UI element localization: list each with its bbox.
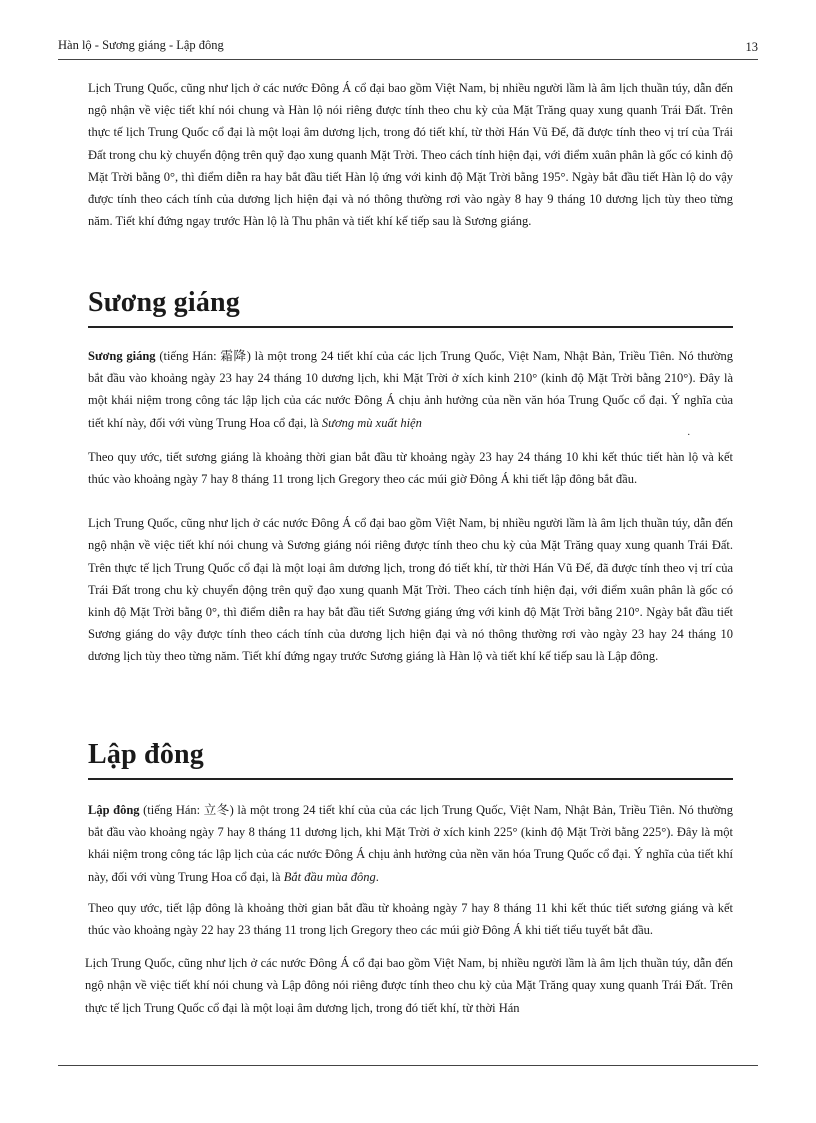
header-divider [58,59,758,60]
term-meaning: Sương mù xuất hiện [321,415,422,430]
page-number: 13 [745,40,758,54]
footer-divider [58,1065,758,1066]
stray-period: . [687,426,690,438]
suong-giang-convention: Theo quy ước, tiết sương giáng là khoảng thời gian bắt đầu từ khoảng ngày 23 hay 24 tháng 10 khi kết thúc tiết hàn lộ và kết thúc vào khoảng ngày 7 hay 8 tháng 11 trong lịch Gregory theo các múi giờ Đông Á khi tiết lập đông bắt đầu. [88,449,733,487]
term-bold: Lập đông [88,803,140,817]
page-header [58,36,758,56]
lap-dong-calendar-note: Lịch Trung Quốc, cũng như lịch ở các nước Đông Á cổ đại bao gồm Việt Nam, bị nhiều người lầm là âm lịch thuần túy, dẫn đến ngộ nhận về việc tiết khí nói chung và Lập đông nói riêng được tính theo chu kỳ của Mặt Trăng quay xung quanh Trái Đất. Trên thực tế lịch Trung Quốc cổ đại là một loại âm dương lịch, trong đó tiết khí, từ thời Hán [85,956,733,1015]
han-characters: 立冬 [203,803,230,817]
term-meaning: Bắt đầu mùa đông [283,869,376,884]
suong-giang-heading-block [88,283,733,328]
section-heading-suong-giang: Sương giáng [88,287,241,318]
intro-section [88,77,733,232]
intro-paragraph: Lịch Trung Quốc, cũng như lịch ở các nước Đông Á cổ đại bao gồm Việt Nam, bị nhiều người lầm là âm lịch thuần túy, dẫn đến ngộ nhận về việc tiết khí nói chung và Hàn lộ nói riêng được tính theo chu kỳ của Mặt Trăng quay xung quanh Trái Đất. Trên thực tế lịch Trung Quốc cổ đại là một loại âm dương lịch, trong đó tiết khí, từ thời Hán Vũ Đế, đã được tính theo vị trí của Trái Đất trong chu kỳ chuyển động trên quỹ đạo xung quanh Mặt Trời. Theo cách tính hiện đại, với điểm xuân phân là gốc có kinh độ Mặt Trời bằng 0°, thì điểm diễn ra hay bắt đầu tiết Hàn lộ ứng với kinh độ Mặt Trời bằng 195°. Ngày bắt đầu tiết Hàn lộ do vậy được tính theo cách tính của dương lịch hiện đại và nó thông thường rơi vào ngày 8 hay 9 tháng 10 dương lịch tùy theo từng năm. Tiết khí đứng ngay trước Hàn lộ là Thu phân và tiết khí kế tiếp sau là Sương giáng. [88,81,733,229]
suong-giang-section [88,345,733,668]
lap-dong-section [85,799,733,1019]
lap-dong-convention: Theo quy ước, tiết lập đông là khoảng thời gian bắt đầu từ khoảng ngày 7 hay 8 tháng 11 khi kết thúc tiết sương giáng và kết thúc vào khoảng ngày 22 hay 23 tháng 11 trong lịch Gregory theo các múi giờ Đông Á khi tiết tiểu tuyết bắt đầu. [88,900,733,938]
lap-dong-heading-block [88,735,733,780]
section-heading-lap-dong: Lập đông [88,739,204,770]
suong-giang-calendar-note: Lịch Trung Quốc, cũng như lịch ở các nước Đông Á cổ đại bao gồm Việt Nam, bị nhiều người lầm là âm lịch thuần túy, dẫn đến ngộ nhận về việc tiết khí nói chung và Sương giáng nói riêng được tính theo chu kỳ của Mặt Trăng quay xung quanh Trái Đất. Trên thực tế lịch Trung Quốc cổ đại là một loại âm dương lịch, trong đó tiết khí, từ thời Hán Vũ Đế, đã được tính theo vị trí của Trái Đất trong chu kỳ chuyển động trên quỹ đạo xung quanh Mặt Trời. Theo cách tính hiện đại, với điểm xuân phân là gốc có kinh độ Mặt Trời bằng 0°, thì điểm diễn ra hay bắt đầu tiết Sương giáng ứng với kinh độ Mặt Trời bằng 210°. Ngày bắt đầu tiết Sương giáng do vậy được tính theo cách tính của dương lịch hiện đại và nó thông thường rơi vào ngày 23 hay 24 tháng 10 dương lịch tùy theo từng năm. Tiết khí đứng ngay trước Sương giáng là Hàn lộ và tiết khí kế tiếp sau là Lập đông. [88,516,733,664]
running-title: Hàn lộ - Sương giáng - Lập đông [58,38,224,52]
term-bold: Sương giáng [88,349,156,363]
heading-underline [88,326,733,328]
lap-dong-definition: Lập đông (tiếng Hán: 立冬) là một trong 24 tiết khí của của các lịch Trung Quốc, Việt Nam, Nhật Bản, Triều Tiên. Nó thường bắt đầu vào khoảng ngày 7 hay 8 tháng 11 dương lịch, khi Mặt Trời ở xích kinh 225° (kinh độ Mặt Trời bằng 225°). Đây là một khái niệm trong công tác lập lịch của các nước Đông Á chịu ảnh hưởng của nền văn hóa Trung Quốc cổ đại. Ý nghĩa của tiết khí này, đối với vùng Trung Hoa cổ đại, là Bắt đầu mùa đông. [88,803,733,884]
suong-giang-definition: Sương giáng (tiếng Hán: 霜降) là một trong 24 tiết khí của các lịch Trung Quốc, Việt Nam, Nhật Bản, Triều Tiên. Nó thường bắt đầu vào khoảng ngày 23 hay 24 tháng 10 dương lịch, khi Mặt Trời ở xích kinh 210° (kinh độ Mặt Trời bằng 210°). Đây là một khái niệm trong công tác lập lịch của các nước Đông Á chịu ảnh hưởng của nền văn hóa Trung Quốc cổ đại. Ý nghĩa của tiết khí này, đối với vùng Trung Hoa cổ đại, là Sương mù xuất hiện [88,349,733,430]
han-characters: 霜降 [220,349,247,363]
heading-underline [88,778,733,780]
